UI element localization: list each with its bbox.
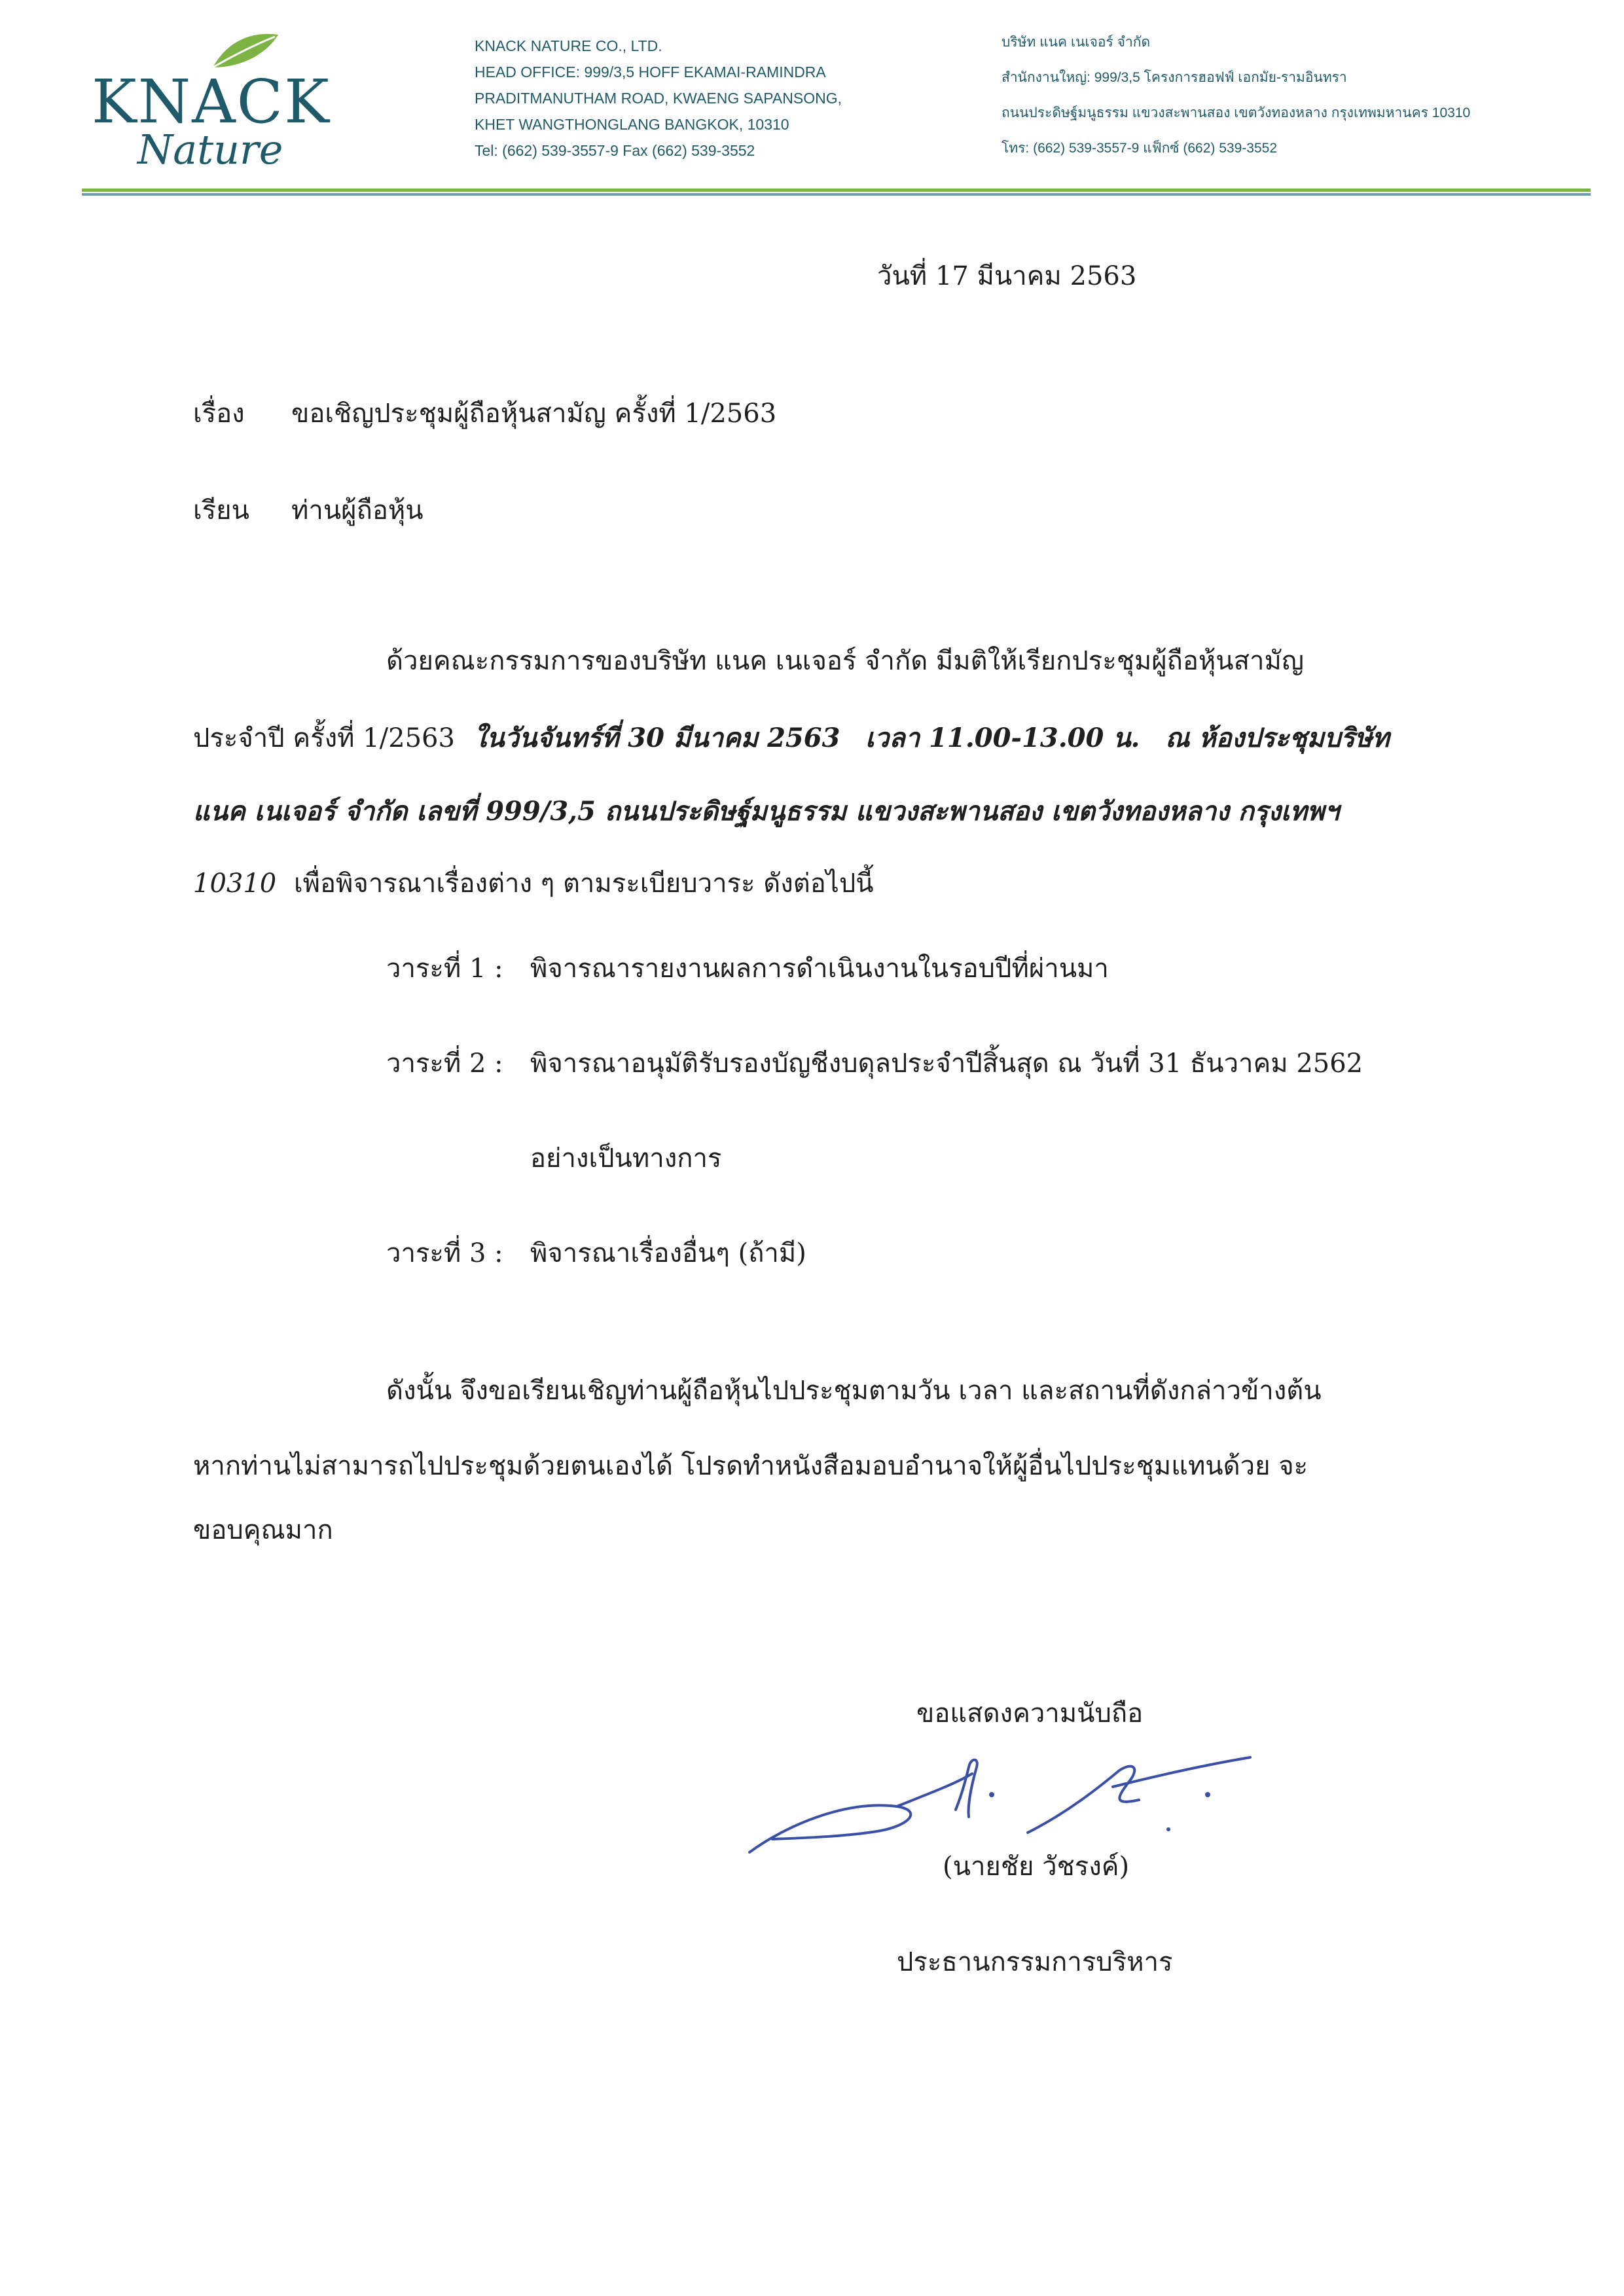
address-line-en: KHET WANGTHONGLANG BANGKOK, 10310 xyxy=(475,116,789,133)
para1-line4 xyxy=(193,870,874,897)
postal-code: 10310 xyxy=(193,869,277,899)
meeting-place: ณ ห้องประชุมบริษัท xyxy=(1165,723,1390,753)
agenda-1-label: วาระที่ 1 : xyxy=(386,954,503,984)
contact-line-th: โทร: (662) 539-3557-9 แฟ็กซ์ (662) 539-3552 xyxy=(1001,141,1277,156)
signer-name: (นายชัย วัชรงค์) xyxy=(943,1852,1130,1882)
agenda-2-label: วาระที่ 2 : xyxy=(386,1049,503,1079)
para2-line2: หากท่านไม่สามารถไปประชุมด้วยตนเองได้ โปรดทำหนังสือมอบอำนาจให้ผู้อื่นไปประชุมแทนด้วย จะ xyxy=(193,1451,1308,1481)
logo-script: Nature xyxy=(137,126,283,173)
letter-date: วันที่ 17 มีนาคม 2563 xyxy=(877,261,1137,291)
header-divider xyxy=(82,188,1591,196)
company-name-th: บริษัท แนค เนเจอร์ จำกัด xyxy=(1001,35,1151,50)
para1-line4-text: เพื่อพิจารณาเรื่องต่าง ๆ ตามระเบียบวาระ ดังต่อไปนี้ xyxy=(293,869,874,899)
address-line-th: สำนักงานใหญ่: 999/3,5 โครงการฮอฟฟ์ เอกมัย-รามอินทรา xyxy=(1001,70,1347,85)
agenda-2-continuation: อย่างเป็นทางการ xyxy=(530,1143,722,1174)
para2-line3: ขอบคุณมาก xyxy=(193,1515,333,1545)
contact-line-en: Tel: (662) 539-3557-9 Fax (662) 539-3552 xyxy=(475,142,755,159)
meeting-time: เวลา 11.00-13.00 น. xyxy=(865,723,1140,753)
subject-label: เรื่อง xyxy=(193,399,245,429)
logo-wordmark: KNACK xyxy=(92,67,331,137)
leaf-icon xyxy=(209,31,281,71)
divider-blue xyxy=(82,193,1591,196)
handwritten-signature xyxy=(746,1754,1263,1865)
address-line-th: ถนนประดิษฐ์มนูธรรม แขวงสะพานสอง เขตวังทองหลาง กรุงเทพมหานคร 10310 xyxy=(1001,105,1471,120)
company-address-en xyxy=(475,33,893,164)
para1-line2 xyxy=(193,725,1390,751)
recipient-label: เรียน xyxy=(193,495,249,526)
meeting-number: ประจำปี ครั้งที่ 1/2563 xyxy=(193,723,455,753)
para2-line1: ดังนั้น จึงขอเรียนเชิญท่านผู้ถือหุ้นไปประชุมตามวัน เวลา และสถานที่ดังกล่าวข้างต้น xyxy=(386,1376,1322,1406)
agenda-3-label: วาระที่ 3 : xyxy=(386,1238,503,1268)
para1-line3: แนค เนเจอร์ จำกัด เลขที่ 999/3,5 ถนนประดิษฐ์มนูธรรม แขวงสะพานสอง เขตวังทองหลาง กรุงเทพฯ xyxy=(193,796,1339,827)
subject-text: ขอเชิญประชุมผู้ถือหุ้นสามัญ ครั้งที่ 1/2563 xyxy=(291,399,777,429)
signer-title: ประธานกรรมการบริหาร xyxy=(897,1947,1173,1977)
company-logo xyxy=(92,31,334,173)
agenda-1-text: พิจารณารายงานผลการดำเนินงานในรอบปีที่ผ่านมา xyxy=(530,954,1109,984)
divider-green xyxy=(82,188,1591,192)
agenda-3-text: พิจารณาเรื่องอื่นๆ (ถ้ามี) xyxy=(530,1238,806,1268)
address-line-en: HEAD OFFICE: 999/3,5 HOFF EKAMAI-RAMINDRA xyxy=(475,63,826,81)
company-name-en: KNACK NATURE CO., LTD. xyxy=(475,37,662,54)
address-line-en: PRADITMANUTHAM ROAD, KWAENG SAPANSONG, xyxy=(475,90,842,107)
company-address-th xyxy=(1001,25,1551,166)
recipient-text: ท่านผู้ถือหุ้น xyxy=(291,495,424,526)
closing-text: ขอแสดงความนับถือ xyxy=(916,1698,1144,1729)
meeting-date: ในวันจันทร์ที่ 30 มีนาคม 2563 xyxy=(473,723,840,753)
para1-line1: ด้วยคณะกรรมการของบริษัท แนค เนเจอร์ จำกัด มีมติให้เรียกประชุมผู้ถือหุ้นสามัญ xyxy=(386,646,1304,676)
agenda-2-text: พิจารณาอนุมัติรับรองบัญชีงบดุลประจำปีสิ้นสุด ณ วันที่ 31 ธันวาคม 2562 xyxy=(530,1049,1363,1079)
